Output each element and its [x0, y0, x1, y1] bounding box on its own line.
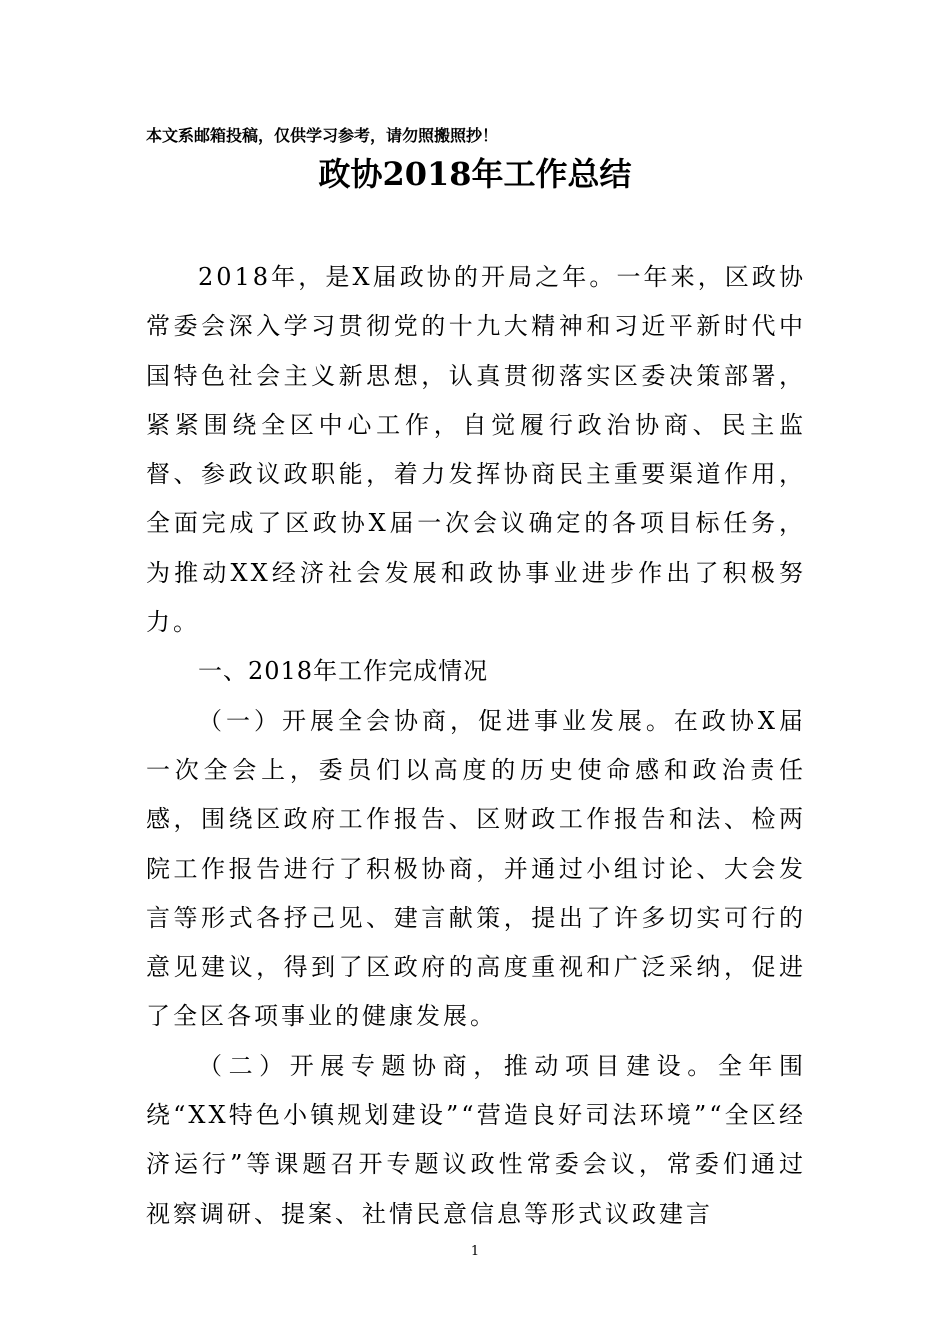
document-body — [146, 253, 806, 1239]
page-number: 1 — [470, 1244, 480, 1259]
submission-notice: 本文系邮箱投稿，仅供学习参考，请勿照搬照抄！ — [146, 126, 499, 145]
body-paragraph: （一）开展全会协商，促进事业发展。在政协X届一次全会上，委员们以高度的历史使命感和政治责任感，围绕区政府工作报告、区财政工作报告和法、检两院工作报告进行了积极协商，并通过小组讨论、大会发言等形式各抒己见、建言献策，提出了许多切实可行的意见建议，得到了区政府的高度重视和广泛采纳，促进了全区各项事业的健康发展。 — [146, 706, 806, 1031]
document-title: 政协2018年工作总结 — [318, 155, 632, 193]
intro-paragraph: 2018年，是X届政协的开局之年。一年来，区政协常委会深入学习贯彻党的十九大精神和习近平新时代中国特色社会主义新思想，认真贯彻落实区委决策部署，紧紧围绕全区中心工作，自觉履行政治协商、民主监督、参政议政职能，着力发挥协商民主重要渠道作用，全面完成了区政协X届一次会议确定的各项目标任务，为推动XX经济社会发展和政协事业进步作出了积极努力。 — [146, 263, 806, 637]
body-paragraph: （二）开展专题协商，推动项目建设。全年围绕“XX特色小镇规划建设”“营造良好司法环境”“全区经济运行”等课题召开专题议政性常委会议，常委们通过视察调研、提案、社情民意信息等形式议政建言 — [146, 1051, 806, 1228]
section-heading: 一、2018年工作完成情况 — [198, 657, 489, 686]
